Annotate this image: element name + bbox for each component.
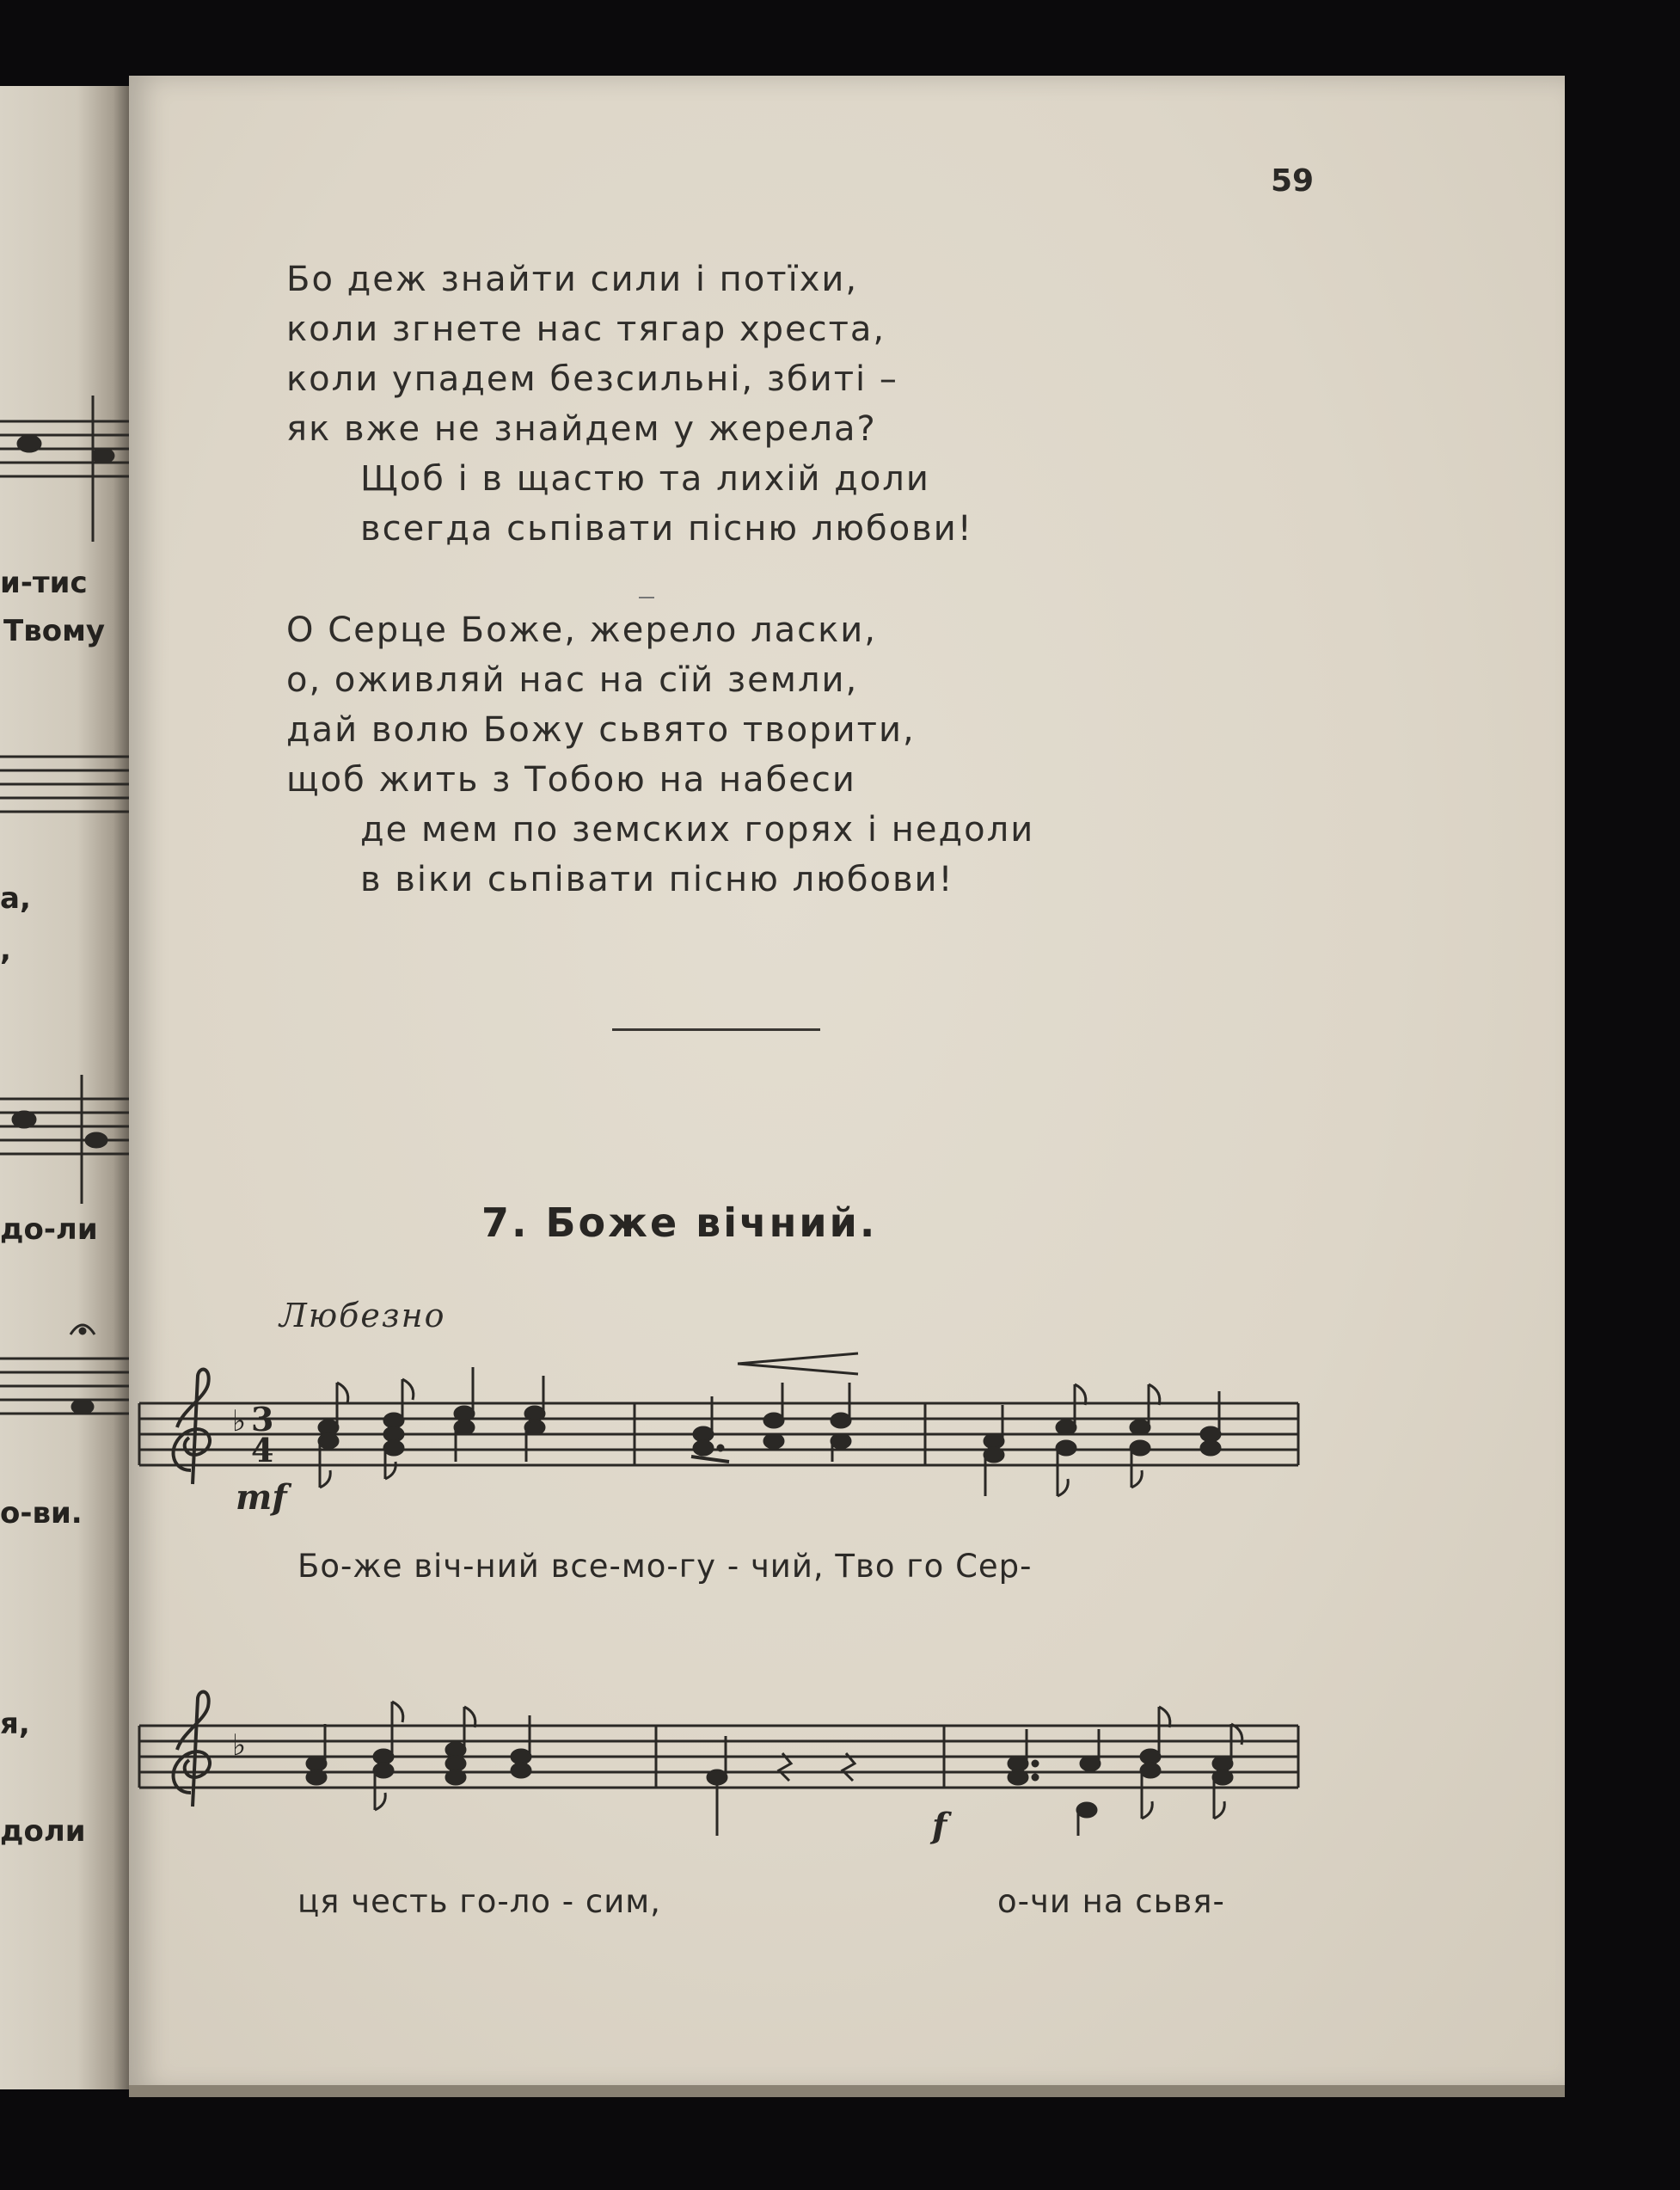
facing-page-text: я, xyxy=(0,1707,30,1741)
facing-page-text: о-ви. xyxy=(0,1496,83,1531)
stanza-line: як вже не знайдем у жерела? xyxy=(286,409,877,449)
svg-text:♭: ♭ xyxy=(232,1404,247,1439)
stanza-line: коли згнете нас тягар хреста, xyxy=(286,310,886,349)
dynamic-marking-f: f xyxy=(932,1806,947,1846)
facing-page-text: и-тис xyxy=(0,566,88,600)
facing-page-text: , xyxy=(0,933,11,967)
stanza-1 xyxy=(286,255,973,554)
music-staff-1 xyxy=(136,1341,1305,1513)
stanza-line: О Серце Боже, жерело ласки, xyxy=(286,610,878,650)
refrain-line: в віки сьпівати пісню любови! xyxy=(360,860,954,899)
dynamic-marking-mf: mf xyxy=(236,1477,287,1518)
song-number: 7. xyxy=(481,1199,530,1246)
refrain-line: всегда сьпівати пісню любови! xyxy=(360,509,973,549)
stray-mark xyxy=(639,597,654,598)
song-title: Боже вічний. xyxy=(545,1199,878,1246)
page-number: 59 xyxy=(1271,163,1315,199)
music-staff-2 xyxy=(136,1681,1305,1853)
lyrics-line-1: Бо-же віч-ний все-мо-гу - чий, Тво го Сер- xyxy=(297,1548,1033,1585)
facing-page-text: Твому xyxy=(3,614,106,648)
stanza-line: Бо деж знайти сили і потїхи, xyxy=(286,260,859,299)
facing-page-music xyxy=(0,378,129,1771)
facing-page-text: доли xyxy=(0,1814,86,1849)
tempo-marking: Любезно xyxy=(279,1297,446,1334)
page-bottom-edge xyxy=(129,2085,1565,2097)
svg-text:4: 4 xyxy=(251,1431,274,1469)
facing-page-text: а, xyxy=(0,881,31,916)
lyrics-line-2-end: о-чи на сьвя- xyxy=(997,1883,1225,1920)
stanza-2 xyxy=(286,605,1034,905)
stanza-line: дай волю Божу сьвято творити, xyxy=(286,710,916,750)
stanza-line: о, оживляй нас на сїй земли, xyxy=(286,660,859,700)
stanza-line: щоб жить з Тобою на набеси xyxy=(286,760,856,800)
refrain-line: Щоб і в щастю та лихій доли xyxy=(360,459,930,499)
section-divider xyxy=(612,1028,820,1031)
facing-page-text: до-ли xyxy=(0,1212,98,1247)
lyrics-line-2: ця честь го-ло - сим, xyxy=(297,1883,661,1920)
refrain-line: де мем по земских горях і недоли xyxy=(360,810,1035,850)
song-heading xyxy=(481,1199,877,1246)
stanza-line: коли упадем безсильні, збиті – xyxy=(286,359,898,399)
svg-text:♭: ♭ xyxy=(232,1728,247,1763)
svg-text:3: 3 xyxy=(251,1400,274,1439)
